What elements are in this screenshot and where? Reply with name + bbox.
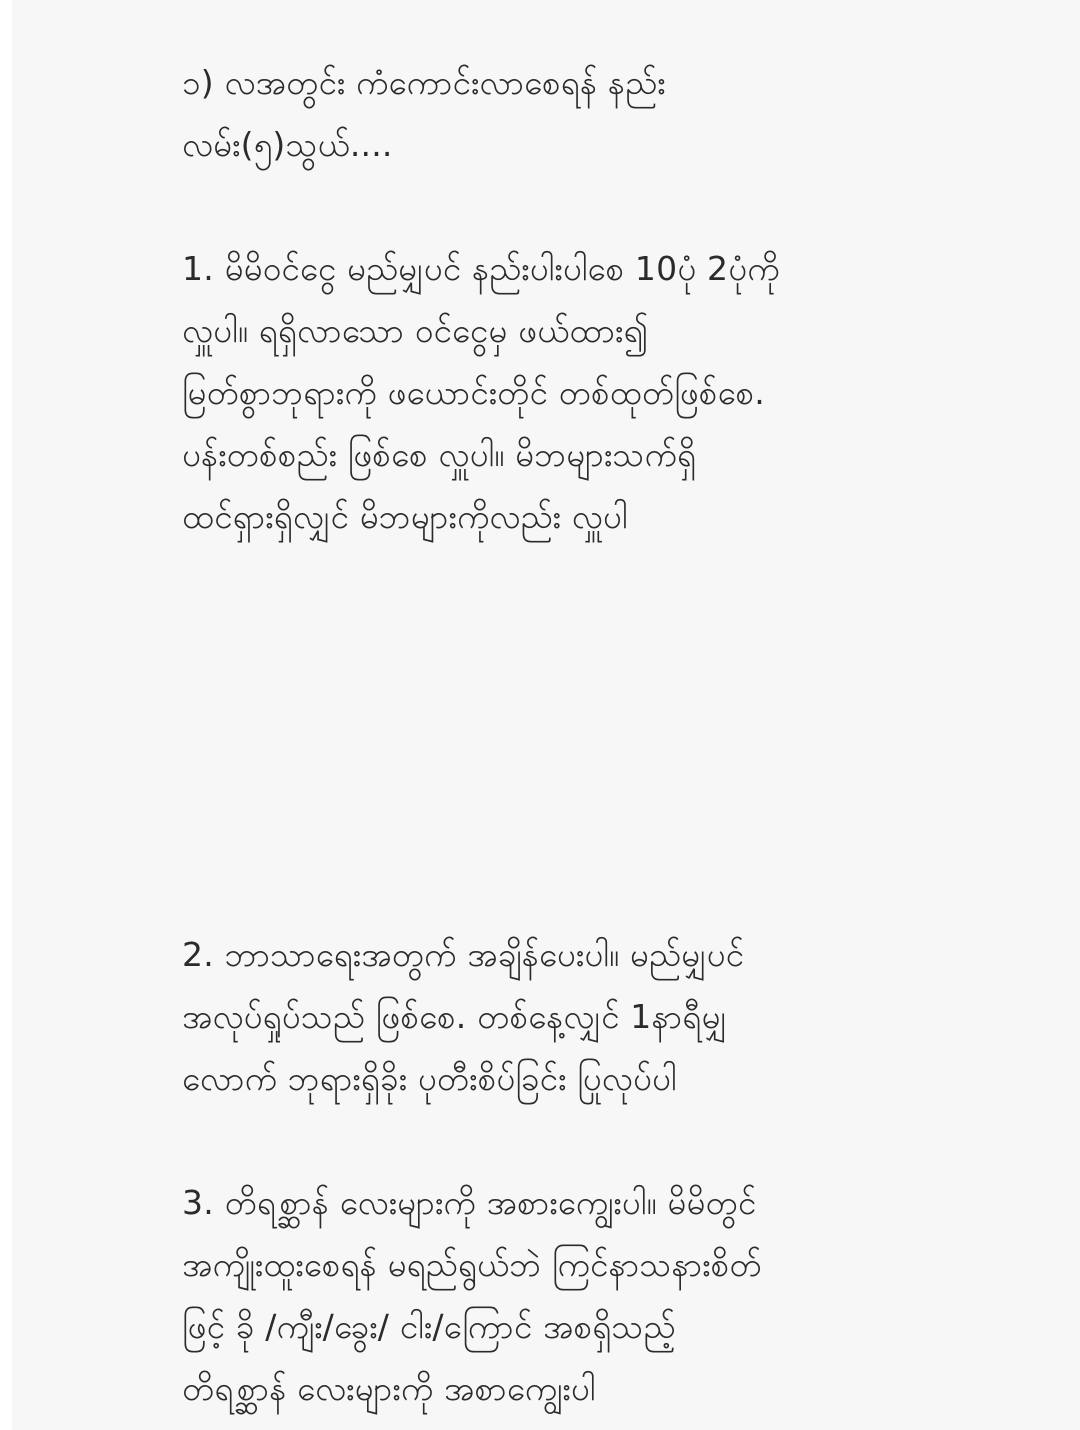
item-3-line: တိရစ္ဆာန် လေးများကို အစာကျွေးပါ [182, 1369, 596, 1408]
post-heading [182, 52, 1042, 176]
heading-line: ၁) လအတွင်း ကံကောင်းလာစေရန် နည်း [182, 63, 666, 102]
item-1-line: ပန်းတစ်စည်း ဖြစ်စေ လှူပါ။ မိဘများသက်ရှိ [182, 435, 697, 474]
item-1-line: လှူပါ။ ရရှိလာသော ဝင်ငွေမှ ဖယ်ထား၍ [182, 311, 649, 350]
list-item-2 [182, 924, 1042, 1110]
item-1-line: ထင်ရှားရှိလျှင် မိဘများကိုလည်း လှူပါ [182, 497, 628, 536]
item-1-line: မြတ်စွာဘုရားကို ဖယောင်းတိုင် တစ်ထုတ်ဖြစ်စေ. [182, 373, 765, 412]
post-content [182, 52, 1042, 1420]
post-page [12, 0, 1080, 1430]
item-3-line: 3. တိရစ္ဆာန် လေးများကို အစားကျွေးပါ။ မိမိတွင် [182, 1183, 757, 1222]
heading-line: လမ်း(၅)သွယ်.... [182, 125, 393, 164]
item-3-line: အကျိုးထူးစေရန် မရည်ရွယ်ဘဲ ကြင်နာသနားစိတ် [182, 1245, 762, 1284]
list-item-3 [182, 1172, 1042, 1420]
item-3-line: ဖြင့် ခို /ကျီး/ခွေး/ ငါး/ကြောင် အစရှိသည့် [182, 1307, 676, 1346]
list-item-1 [182, 238, 1042, 548]
item-2-line: အလုပ်ရှုပ်သည် ဖြစ်စေ. တစ်နေ့လျှင် 1နာရီမျှ [182, 997, 728, 1036]
item-1-line: 1. မိမိဝင်ငွေ မည်မျှပင် နည်းပါးပါစေ 10ပုံ 2ပုံကို [182, 249, 780, 288]
item-2-line: လောက် ဘုရားရှိခိုး ပုတီးစိပ်ခြင်း ပြုလုပ်ပါ [182, 1059, 677, 1098]
item-2-line: 2. ဘာသာရေးအတွက် အချိန်ပေးပါ။ မည်မျှပင် [182, 935, 745, 974]
